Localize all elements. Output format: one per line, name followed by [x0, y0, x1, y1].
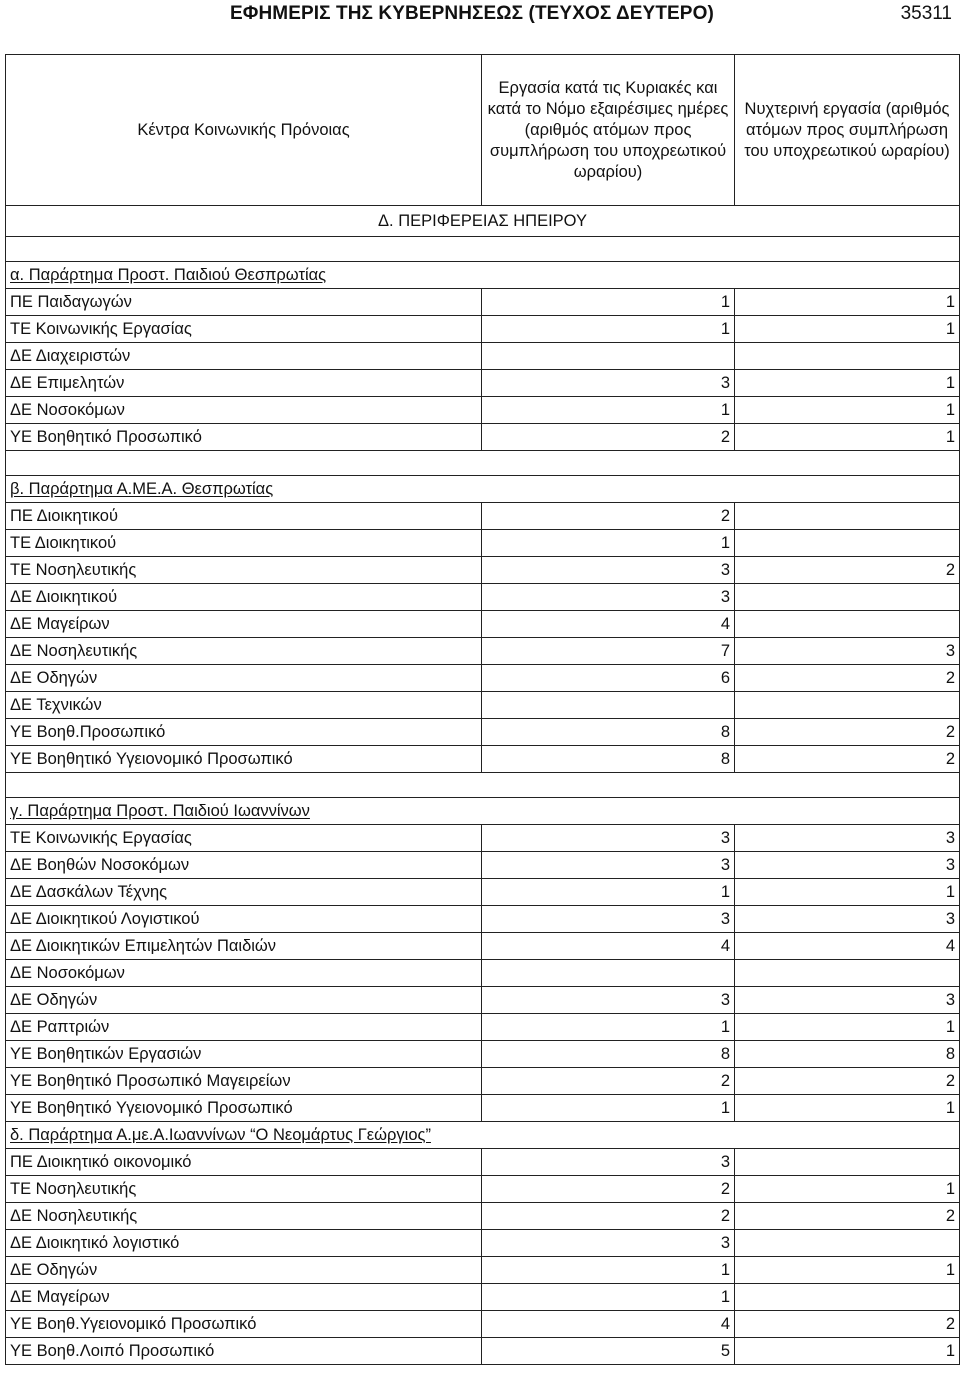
sunday-count: 1: [482, 530, 735, 557]
table-row: [6, 584, 960, 611]
position-name: ΔΕ Νοσηλευτικής: [6, 638, 482, 665]
sunday-count: 1: [482, 316, 735, 343]
position-name: ΔΕ Οδηγών: [6, 665, 482, 692]
section-row: [6, 262, 960, 289]
gazette-title: ΕΦΗΜΕΡΙΣ ΤΗΣ ΚΥΒΕΡΝΗΣΕΩΣ (ΤΕΥΧΟΣ ΔΕΥΤΕΡΟ): [230, 3, 714, 24]
spacer-row: [6, 773, 960, 798]
sunday-count: 1: [482, 879, 735, 906]
sunday-count: 3: [482, 852, 735, 879]
spacer-cell: [6, 773, 960, 798]
position-name: ΤΕ Διοικητικού: [6, 530, 482, 557]
table-row: [6, 879, 960, 906]
night-count: [735, 960, 960, 987]
sunday-count: 8: [482, 1041, 735, 1068]
sunday-count: 1: [482, 1014, 735, 1041]
position-name: ΔΕ Νοσηλευτικής: [6, 1203, 482, 1230]
table-row: [6, 665, 960, 692]
table-row: [6, 530, 960, 557]
staffing-table-body: [6, 55, 960, 1365]
sunday-count: 3: [482, 1149, 735, 1176]
position-name: ΠΕ Παιδαγωγών: [6, 289, 482, 316]
table-row: [6, 397, 960, 424]
sunday-count: 2: [482, 1176, 735, 1203]
night-count: 2: [735, 1311, 960, 1338]
night-count: [735, 503, 960, 530]
night-count: 1: [735, 1257, 960, 1284]
table-header-row: [6, 55, 960, 206]
night-count: [735, 1284, 960, 1311]
night-count: [735, 343, 960, 370]
sunday-count: 2: [482, 503, 735, 530]
position-name: ΔΕ Διαχειριστών: [6, 343, 482, 370]
position-name: ΔΕ Ραπτριών: [6, 1014, 482, 1041]
night-count: 2: [735, 557, 960, 584]
table-row: [6, 906, 960, 933]
table-row: [6, 692, 960, 719]
night-count: 1: [735, 879, 960, 906]
position-name: ΤΕ Νοσηλευτικής: [6, 1176, 482, 1203]
sunday-count: 4: [482, 933, 735, 960]
table-row: [6, 316, 960, 343]
table-row: [6, 289, 960, 316]
night-count: 3: [735, 852, 960, 879]
table-row: [6, 424, 960, 451]
night-count: 2: [735, 1203, 960, 1230]
column-header-night-work: Νυχτερινή εργασία (αριθμός ατόμων προς συμπλήρωση του υποχρεωτικού ωραρίου): [735, 55, 960, 206]
page-header: [0, 0, 960, 32]
sunday-count: [482, 692, 735, 719]
sunday-count: 3: [482, 370, 735, 397]
sunday-count: 3: [482, 557, 735, 584]
sunday-count: 1: [482, 1257, 735, 1284]
region-label: Δ. ΠΕΡΙΦΕΡΕΙΑΣ ΗΠΕΙΡΟΥ: [6, 206, 960, 237]
position-name: ΔΕ Διοικητικό λογιστικό: [6, 1230, 482, 1257]
sunday-count: 3: [482, 1230, 735, 1257]
position-name: ΔΕ Δασκάλων Τέχνης: [6, 879, 482, 906]
table-row: [6, 557, 960, 584]
position-name: ΔΕ Μαγείρων: [6, 611, 482, 638]
night-count: [735, 611, 960, 638]
position-name: ΔΕ Νοσοκόμων: [6, 960, 482, 987]
night-count: 3: [735, 906, 960, 933]
night-count: 1: [735, 370, 960, 397]
sunday-count: 4: [482, 611, 735, 638]
night-count: 3: [735, 638, 960, 665]
night-count: 8: [735, 1041, 960, 1068]
table-row: [6, 1068, 960, 1095]
table-row: [6, 1311, 960, 1338]
position-name: ΤΕ Νοσηλευτικής: [6, 557, 482, 584]
table-row: [6, 1338, 960, 1365]
sunday-count: 7: [482, 638, 735, 665]
position-name: ΔΕ Διοικητικών Επιμελητών Παιδιών: [6, 933, 482, 960]
table-row: [6, 1095, 960, 1122]
sunday-count: [482, 343, 735, 370]
position-name: ΠΕ Διοικητικό οικονομικό: [6, 1149, 482, 1176]
table-row: [6, 343, 960, 370]
position-name: ΤΕ Κοινωνικής Εργασίας: [6, 825, 482, 852]
night-count: 2: [735, 665, 960, 692]
position-name: ΥΕ Βοηθητικό Υγειονομικό Προσωπικό: [6, 746, 482, 773]
table-row: [6, 746, 960, 773]
table-row: [6, 719, 960, 746]
sunday-count: 1: [482, 1095, 735, 1122]
table-row: [6, 1149, 960, 1176]
sunday-count: 3: [482, 584, 735, 611]
table-row: [6, 1014, 960, 1041]
column-header-sunday-work: Εργασία κατά τις Κυριακές και κατά το Νόμο εξαιρέσιμες ημέρες (αριθμός ατόμων προς συμπλήρωση του υποχρεωτικού ωραρίου): [482, 55, 735, 206]
sunday-count: 2: [482, 1203, 735, 1230]
section-title: α. Παράρτημα Προστ. Παιδιού Θεσπρωτίας: [6, 262, 960, 289]
sunday-count: 4: [482, 1311, 735, 1338]
night-count: 1: [735, 316, 960, 343]
night-count: 3: [735, 987, 960, 1014]
position-name: ΥΕ Βοηθητικό Προσωπικό Μαγειρείων: [6, 1068, 482, 1095]
spacer-cell: [6, 451, 960, 476]
position-name: ΔΕ Βοηθών Νοσοκόμων: [6, 852, 482, 879]
position-name: ΔΕ Νοσοκόμων: [6, 397, 482, 424]
table-row: [6, 987, 960, 1014]
region-row: [6, 206, 960, 237]
sunday-count: 1: [482, 289, 735, 316]
spacer-cell: [6, 237, 960, 262]
position-name: ΔΕ Οδηγών: [6, 987, 482, 1014]
position-name: ΔΕ Μαγείρων: [6, 1284, 482, 1311]
table-row: [6, 825, 960, 852]
table-row: [6, 933, 960, 960]
sunday-count: 8: [482, 719, 735, 746]
section-row: [6, 1122, 960, 1149]
table-row: [6, 1284, 960, 1311]
table-row: [6, 1257, 960, 1284]
column-header-centers: Κέντρα Κοινωνικής Πρόνοιας: [6, 55, 482, 206]
page-number: 35311: [900, 3, 952, 24]
position-name: ΥΕ Βοηθ.Προσωπικό: [6, 719, 482, 746]
night-count: 1: [735, 424, 960, 451]
night-count: [735, 1230, 960, 1257]
table-row: [6, 852, 960, 879]
night-count: 3: [735, 825, 960, 852]
night-count: 4: [735, 933, 960, 960]
position-name: ΥΕ Βοηθ.Υγειονομικό Προσωπικό: [6, 1311, 482, 1338]
night-count: 2: [735, 746, 960, 773]
sunday-count: 1: [482, 397, 735, 424]
night-count: 1: [735, 1176, 960, 1203]
sunday-count: 5: [482, 1338, 735, 1365]
sunday-count: 1: [482, 1284, 735, 1311]
table-row: [6, 1230, 960, 1257]
night-count: [735, 692, 960, 719]
night-count: [735, 584, 960, 611]
sunday-count: 3: [482, 825, 735, 852]
position-name: ΔΕ Επιμελητών: [6, 370, 482, 397]
sunday-count: 2: [482, 1068, 735, 1095]
position-name: ΥΕ Βοηθητικό Υγειονομικό Προσωπικό: [6, 1095, 482, 1122]
table-row: [6, 1041, 960, 1068]
position-name: ΠΕ Διοικητικού: [6, 503, 482, 530]
night-count: [735, 1149, 960, 1176]
sunday-count: 3: [482, 987, 735, 1014]
table-row: [6, 1176, 960, 1203]
position-name: ΔΕ Διοικητικού: [6, 584, 482, 611]
section-title: β. Παράρτημα Α.ΜΕ.Α. Θεσπρωτίας: [6, 476, 960, 503]
night-count: 1: [735, 1095, 960, 1122]
section-row: [6, 798, 960, 825]
table-row: [6, 503, 960, 530]
sunday-count: 6: [482, 665, 735, 692]
table-row: [6, 638, 960, 665]
position-name: ΥΕ Βοηθ.Λοιπό Προσωπικό: [6, 1338, 482, 1365]
night-count: 2: [735, 1068, 960, 1095]
position-name: ΔΕ Οδηγών: [6, 1257, 482, 1284]
section-title: γ. Παράρτημα Προστ. Παιδιού Ιωαννίνων: [6, 798, 960, 825]
position-name: ΔΕ Τεχνικών: [6, 692, 482, 719]
night-count: 2: [735, 719, 960, 746]
position-name: ΥΕ Βοηθητικών Εργασιών: [6, 1041, 482, 1068]
section-title: δ. Παράρτημα Α.με.Α.Ιωαννίνων “Ο Νεομάρτυς Γεώργιος”: [6, 1122, 960, 1149]
staffing-table: [5, 54, 960, 1365]
table-row: [6, 1203, 960, 1230]
position-name: ΥΕ Βοηθητικό Προσωπικό: [6, 424, 482, 451]
night-count: 1: [735, 1014, 960, 1041]
spacer-row: [6, 451, 960, 476]
spacer-row: [6, 237, 960, 262]
position-name: ΤΕ Κοινωνικής Εργασίας: [6, 316, 482, 343]
sunday-count: 2: [482, 424, 735, 451]
sunday-count: 8: [482, 746, 735, 773]
table-row: [6, 370, 960, 397]
night-count: 1: [735, 1338, 960, 1365]
section-row: [6, 476, 960, 503]
sunday-count: [482, 960, 735, 987]
night-count: [735, 530, 960, 557]
night-count: 1: [735, 397, 960, 424]
night-count: 1: [735, 289, 960, 316]
table-row: [6, 611, 960, 638]
table-row: [6, 960, 960, 987]
sunday-count: 3: [482, 906, 735, 933]
position-name: ΔΕ Διοικητικού Λογιστικού: [6, 906, 482, 933]
